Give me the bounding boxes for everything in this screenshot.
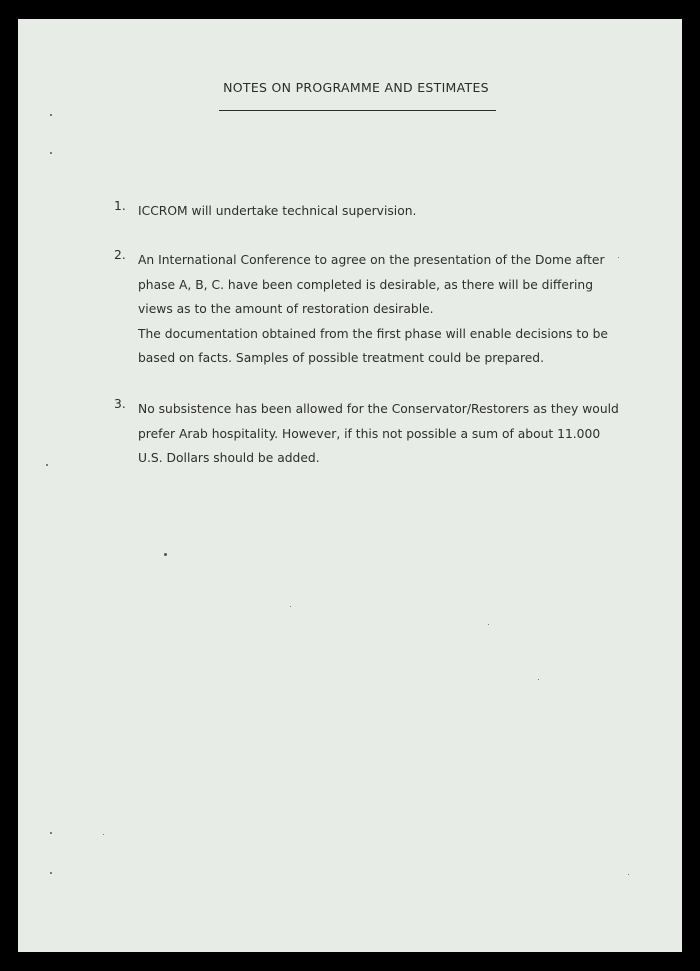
item-line: U.S. Dollars should be added. <box>138 451 320 465</box>
scan-speck <box>290 606 291 607</box>
scan-speck <box>618 257 619 258</box>
item-number: 2. <box>114 248 126 262</box>
scan-speck <box>50 832 52 834</box>
scan-speck <box>50 872 52 874</box>
page-title: NOTES ON PROGRAMME AND ESTIMATES <box>223 80 489 95</box>
scan-speck <box>50 114 52 116</box>
scan-speck <box>538 679 539 680</box>
item-line: prefer Arab hospitality. However, if this not possible a sum of about 11.000 <box>138 426 601 441</box>
document-page <box>18 19 682 952</box>
scan-speck <box>50 152 52 154</box>
scan-speck <box>103 834 104 835</box>
item-number: 3. <box>114 397 126 411</box>
item-line: ICCROM will undertake technical supervision. <box>138 204 417 218</box>
item-line: No subsistence has been allowed for the Conservator/Restorers as they would <box>138 402 619 416</box>
item-line: An International Conference to agree on the presentation of the Dome after <box>138 253 605 267</box>
scan-speck <box>46 464 48 466</box>
item-line: The documentation obtained from the first phase will enable decisions to be <box>138 326 609 341</box>
item-line: views as to the amount of restoration desirable. <box>138 302 434 316</box>
item-line: based on facts. Samples of possible treatment could be prepared. <box>138 351 545 365</box>
scan-speck <box>164 553 167 556</box>
title-underline <box>219 110 496 111</box>
item-number: 1. <box>114 199 126 213</box>
item-line: phase A, B, C. have been completed is desirable, as there will be differing <box>138 277 594 292</box>
scan-speck <box>628 874 629 875</box>
scan-speck <box>488 624 489 625</box>
